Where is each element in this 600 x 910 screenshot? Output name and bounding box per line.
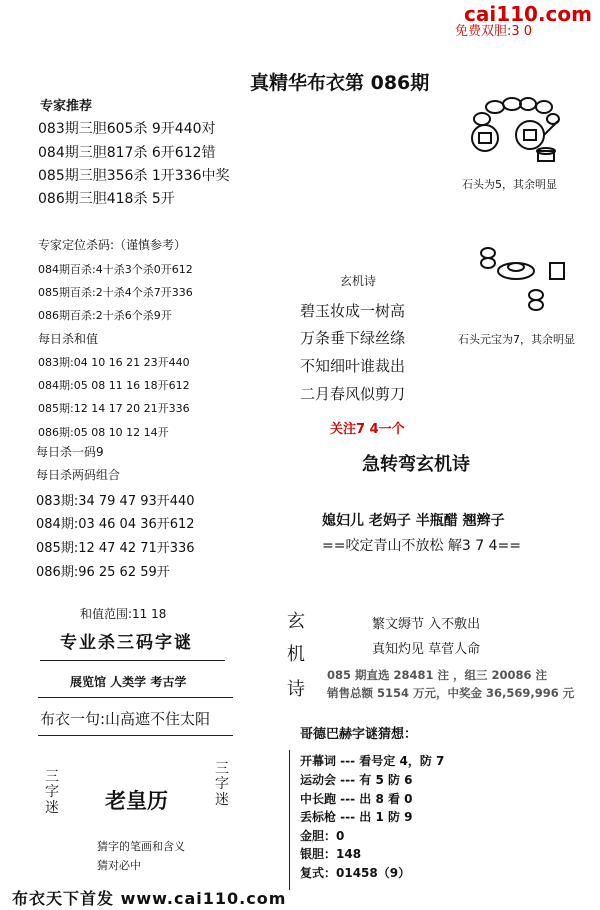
poem-line: 不知细叶谁裁出 (300, 357, 406, 375)
poem-line: 碧玉妆成一树高 (300, 302, 406, 320)
poem-answer: ==咬定青山不放松 解3 7 4== (322, 538, 521, 554)
xuanji-vertical-char: 机 (287, 644, 305, 665)
riddle-words: 展览馆 人类学 考古学 (70, 675, 187, 689)
godbach-row: 开幕词 --- 看号定 4，防 7 (300, 754, 445, 768)
right-vertical-riddle: 三字迷 (215, 761, 229, 808)
picture-caption: 石头为5，其余明显 (462, 178, 557, 191)
divider (38, 735, 233, 736)
ingot-stones-picture (478, 245, 573, 315)
poem-line: 万条垂下绿丝绦 (300, 329, 406, 347)
expert-heading: 专家推荐 (40, 99, 93, 114)
divider (289, 750, 290, 890)
position-kill-line: 084期百杀:4十杀3个杀0开612 (38, 263, 193, 276)
poem-line: 二月春风似剪刀 (300, 385, 406, 403)
xuanji-vertical-char: 玄 (287, 611, 305, 632)
xuanji-vertical-char: 诗 (287, 679, 305, 700)
expert-line: 084期三胆817杀 6开612错 (38, 145, 216, 161)
daily-two-line: 083期:34 79 47 93开440 (36, 494, 195, 509)
sales-line: 销售总额 5154 万元，中奖金 36,569,996 元 (327, 686, 575, 700)
xuanji-line: 真知灼见 草菅人命 (372, 642, 481, 657)
position-kill-heading: 专家定位杀码:（谨慎参考） (38, 238, 187, 252)
expert-line: 086期三胆418杀 5开 (38, 191, 175, 207)
riddle-poem-title: 急转弯玄机诗 (362, 454, 470, 475)
sales-line: 085 期直选 28481 注 ，组三 20086 注 (327, 668, 548, 682)
sum-range: 和值范围:11 18 (80, 607, 167, 621)
godbach-row: 金胆：0 (300, 829, 345, 843)
expert-line: 083期三胆605杀 9开440对 (38, 121, 216, 137)
daily-sum-line: 084期:05 08 11 16 18开612 (38, 379, 190, 392)
free-double-text: 免费双胆:3 0 (455, 24, 533, 39)
left-vertical-riddle: 三字迷 (45, 769, 59, 816)
godbach-heading: 哥德巴赫字谜猜想： (300, 727, 418, 742)
focus-note: 关注7 4一个 (330, 422, 405, 437)
kill-three-riddle-title: 专业杀三码字谜 (60, 633, 193, 653)
footer-text: 布衣天下首发 www.cai110.com (12, 889, 287, 908)
daily-two-line: 086期:96 25 62 59开 (36, 565, 170, 580)
godbach-row: 中长跑 --- 出 8 看 0 (300, 792, 413, 806)
daily-sum-heading: 每日杀和值 (38, 332, 99, 346)
daily-two-line: 085期:12 47 42 71开336 (36, 541, 195, 556)
position-kill-line: 085期百杀:2十杀4个杀7开336 (38, 286, 193, 299)
coins-stones-picture (460, 95, 570, 170)
riddle-hint: 猜字的笔画和含义 (97, 840, 185, 853)
daily-two-line: 084期:03 46 04 36开612 (36, 517, 195, 532)
page-title: 真精华布衣第 086期 (250, 72, 430, 94)
divider (38, 697, 233, 698)
daily-sum-line: 083期:04 10 16 21 23开440 (38, 356, 190, 369)
site-logo: cai110.com (464, 2, 592, 26)
poem-heading: 玄机诗 (340, 274, 377, 288)
xuanji-line: 繁文缛节 入不敷出 (372, 617, 481, 632)
daily-one-kill: 每日杀一码9 (36, 445, 104, 459)
expert-line: 085期三胆356杀 1开336中奖 (38, 168, 230, 184)
divider (40, 660, 225, 661)
godbach-row: 运动会 --- 有 5 防 6 (300, 773, 413, 787)
buyi-line: 布衣一句:山高遮不住太阳 (40, 710, 211, 728)
godbach-row: 复式：01458（9） (300, 866, 411, 880)
riddle-hint: 猜对必中 (97, 859, 141, 872)
godbach-row: 银胆：148 (300, 847, 362, 861)
godbach-row: 丢标枪 --- 出 1 防 9 (300, 810, 413, 824)
daily-two-heading: 每日杀两码组合 (36, 468, 121, 482)
picture-caption: 石头元宝为7，其余明显 (458, 333, 575, 346)
daily-sum-line: 086期:05 08 10 12 14开 (38, 426, 169, 439)
position-kill-line: 086期百杀:2十杀6个杀9开 (38, 309, 172, 322)
daily-sum-line: 085期:12 14 17 20 21开336 (38, 402, 190, 415)
poem-words: 媳妇儿 老妈子 半瓶醋 翘辫子 (322, 513, 505, 529)
riddle-center: 老皇历 (105, 789, 168, 813)
